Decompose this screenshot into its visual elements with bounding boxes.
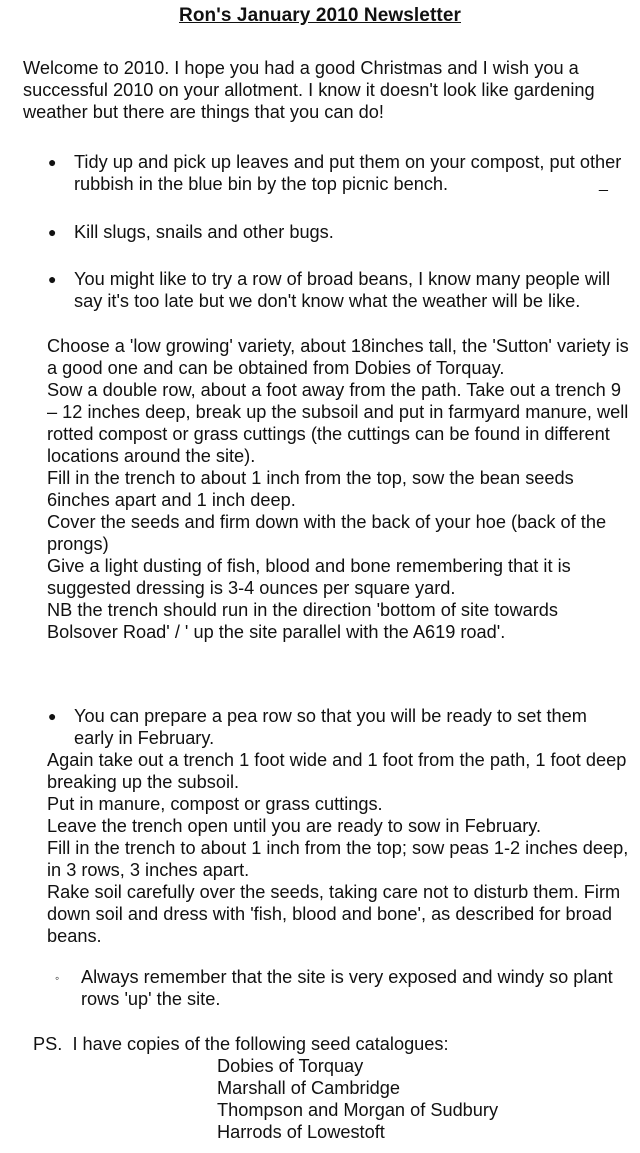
paragraph: Again take out a trench 1 foot wide and 1 foot from the path, 1 foot deep breaking up the subsoil. xyxy=(47,750,627,792)
newsletter-title: Ron's January 2010 Newsletter xyxy=(179,5,461,26)
broad-beans-instructions xyxy=(47,335,632,643)
pea-instructions xyxy=(47,749,632,947)
catalogue-item: Marshall of Cambridge xyxy=(217,1078,400,1098)
ps-label: PS. xyxy=(33,1034,63,1054)
paragraph: Put in manure, compost or grass cuttings. xyxy=(47,794,383,814)
stray-mark: _ xyxy=(599,175,608,192)
paragraph: Cover the seeds and firm down with the back of your hoe (back of the prongs) xyxy=(47,512,607,554)
catalogue-item: Dobies of Torquay xyxy=(217,1056,364,1076)
paragraph: Leave the trench open until you are ready to sow in February. xyxy=(47,816,542,836)
list-item xyxy=(48,705,628,749)
paragraph: Give a light dusting of fish, blood and bone remembering that it is suggested dressing is 3-4 ounces per square yard. xyxy=(47,556,571,598)
list-item xyxy=(48,221,628,243)
bullet-icon: ● xyxy=(48,271,57,287)
paragraph: Fill in the trench to about 1 inch from the top, sow the bean seeds 6inches apart and 1 inch deep. xyxy=(47,468,574,510)
list-item-text: You can prepare a pea row so that you will be ready to set them early in February. xyxy=(74,706,587,748)
list-item xyxy=(55,966,630,1010)
catalogue-list xyxy=(217,1055,498,1143)
ps-text: I have copies of the following seed catalogues: xyxy=(72,1034,449,1054)
list-item-text: You might like to try a row of broad beans, I know many people will say it's too late but we don't know what the weather will be like. xyxy=(74,269,611,311)
catalogue-item: Harrods of Lowestoft xyxy=(217,1122,385,1142)
list-item-text: Always remember that the site is very exposed and windy so plant rows 'up' the site. xyxy=(81,967,613,1009)
list-item xyxy=(48,151,628,195)
hollow-bullet-icon: ◦ xyxy=(55,971,60,985)
intro-paragraph: Welcome to 2010. I hope you had a good Christmas and I wish you a successful 2010 on your allotment. I know it doesn't look like gardening weather but there are things that you can do! xyxy=(23,58,595,122)
paragraph: NB the trench should run in the direction 'bottom of site towards Bolsover Road' / ' up the site parallel with the A619 road'. xyxy=(47,600,558,642)
list-item-text: Kill slugs, snails and other bugs. xyxy=(74,222,334,242)
bullet-icon: ● xyxy=(48,708,57,724)
bullet-icon: ● xyxy=(48,224,57,240)
bullet-icon: ● xyxy=(48,154,57,170)
paragraph: Fill in the trench to about 1 inch from the top; sow peas 1-2 inches deep, in 3 rows, 3 inches apart. xyxy=(47,838,629,880)
list-item xyxy=(48,268,628,312)
catalogue-item: Thompson and Morgan of Sudbury xyxy=(217,1100,499,1120)
paragraph: Rake soil carefully over the seeds, taking care not to disturb them. Firm down soil and dress with 'fish, blood and bone', as described for broad beans. xyxy=(47,882,621,946)
paragraph: Choose a 'low growing' variety, about 18inches tall, the 'Sutton' variety is a good one and can be obtained from Dobies of Torquay. xyxy=(47,336,629,378)
paragraph: Sow a double row, about a foot away from the path. Take out a trench 9 – 12 inches deep, break up the subsoil and put in farmyard manure, well rotted compost or grass cuttings (the cuttings can be found in different locations around the site). xyxy=(47,380,629,466)
ps-line xyxy=(33,1033,449,1055)
list-item-text: Tidy up and pick up leaves and put them on your compost, put other rubbish in the blue bin by the top picnic bench. xyxy=(74,152,622,194)
